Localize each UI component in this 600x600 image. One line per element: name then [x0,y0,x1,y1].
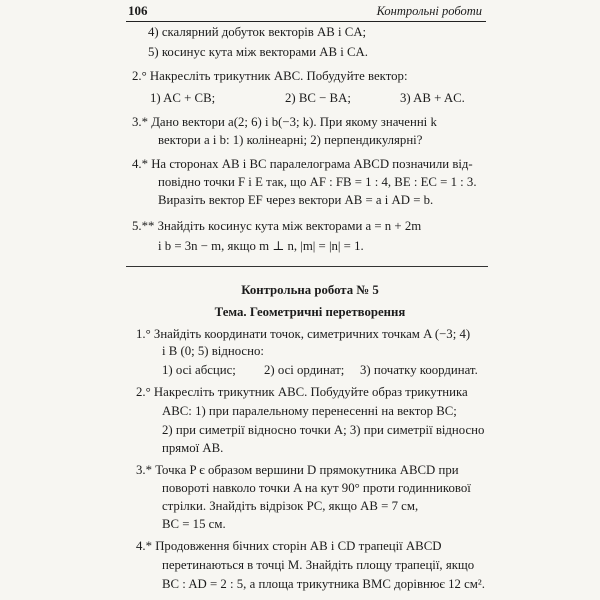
exercise-3-line: 3.* Точка P є образом вершини D прямокутника ABCD при [136,463,459,477]
section-title: Контрольна робота № 5 [241,283,379,297]
text-line: BC = 15 см. [162,517,226,531]
section-divider [126,266,488,267]
text-line: 1) AC + CB; [150,91,216,105]
text-line: прямої AB. [162,441,224,455]
exercise-2-line: 2.° Накресліть трикутник ABC. Побудуйте образ трикутника [136,385,468,399]
text-line: і B (0; 5) відносно: [162,344,264,358]
section-topic: Тема. Геометричні перетворення [214,305,406,319]
text-line: Виразіть вектор EF через вектори AB = a і AD = b. [158,193,434,207]
text-line: 4) скалярний добуток векторів AB і CA; [148,25,367,39]
exercise-3-line: 3.* Дано вектори a(2; 6) і b(−3; k). При якому значенні k [132,115,437,129]
text-line: повідно точки F і E так, що AF : FB = 1 : 4, BE : EC = 1 : 3. [158,175,477,189]
text-line: 2) при симетрії відносно точки A; 3) при симетрії відносно [162,423,485,437]
text-line: 5) косинус кута між векторами AB і CA. [148,45,369,59]
page-number: 106 [128,3,148,18]
text-line: 3) початку координат. [360,363,478,377]
exercise-5-line: 5.** Знайдіть косинус кута між векторами a = n + 2m [132,219,422,233]
text-line: перетинаються в точці M. Знайдіть площу трапеції, якщо [162,558,475,572]
running-title: Контрольні роботи [376,4,482,18]
text-line: 2) осі ординат; [264,363,345,377]
exercise-1-line: 1.° Знайдіть координати точок, симетричних точкам A (−3; 4) [136,327,471,341]
text-line: стрілки. Знайдіть відрізок PC, якщо AB = 7 см, [162,499,419,513]
text-line: 3) AB + AC. [400,91,465,105]
text-line: вектори a і b: 1) колінеарні; 2) перпендикулярні? [158,133,423,147]
text-line: 2) BC − BA; [285,91,351,105]
text-line: ABC: 1) при паралельному перенесенні на вектор BC; [162,404,457,418]
page-header [126,3,486,22]
exercise-4-line: 4.* Продовження бічних сторін AB і CD трапеції ABCD [136,539,442,553]
text-line: повороті навколо точки A на кут 90° проти годинникової [162,481,471,495]
text-line: BC : AD = 2 : 5, а площа трикутника BMC дорівнює 12 см². [162,577,485,591]
exercise-4-line: 4.* На сторонах AB і BC паралелограма ABCD позначили від- [132,157,473,171]
exercise-2-line: 2.° Накресліть трикутник ABC. Побудуйте вектор: [132,69,408,83]
text-line: 1) осі абсцис; [162,363,236,377]
text-line: і b = 3n − m, якщо m ⊥ n, |m| = |n| = 1. [158,239,364,253]
